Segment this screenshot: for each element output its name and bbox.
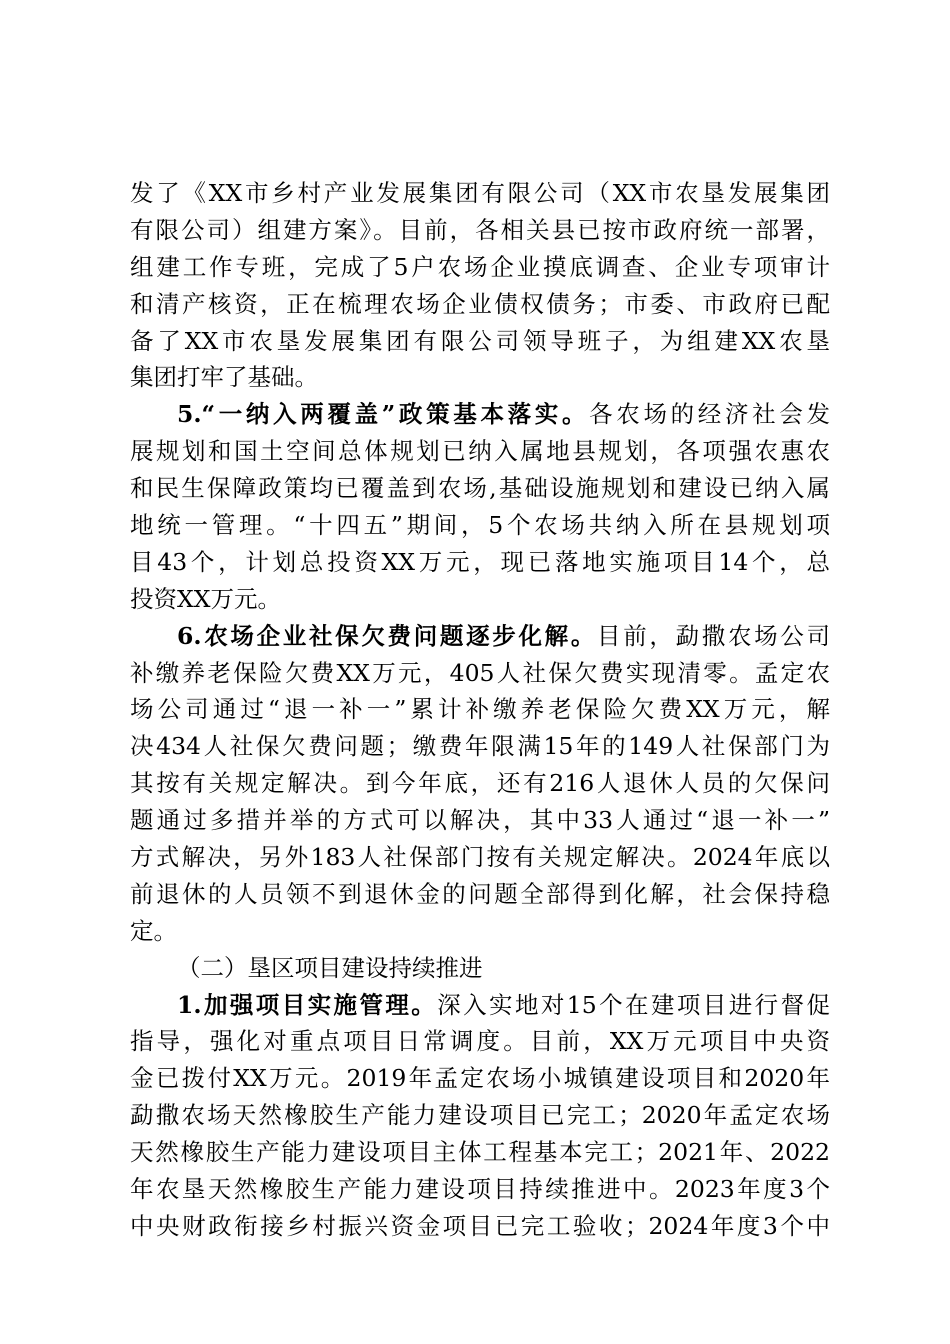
text-line: [130, 396, 830, 433]
text-line: 和民生保障政策均已覆盖到农场,基础设施规划和建设已纳入属: [130, 474, 830, 503]
paragraph-6: [130, 618, 830, 950]
paragraph-text: 深入实地对15个在建项目进行督促: [437, 990, 830, 1019]
text-line: 发了《XX市乡村产业发展集团有限公司（XX市农垦发展集团: [130, 179, 830, 207]
text-line: 金已拨付XX万元。2019年孟定农场小城镇建设项目和2020年: [130, 1064, 830, 1093]
text-line: 目43个，计划总投资XX万元，现已落地实施项目14个，总: [130, 547, 830, 576]
text-line: 题通过多措并举的方式可以解决，其中33人通过“退一补一”: [130, 806, 830, 835]
text-line: 勐撒农场天然橡胶生产能力建设项目已完工；2020年孟定农场: [130, 1101, 830, 1130]
paragraph-5: [130, 396, 830, 617]
section-heading-block: [130, 950, 830, 987]
paragraph-1: [130, 175, 830, 396]
text-line: 年农垦天然橡胶生产能力建设项目持续推进中。2023年度3个: [130, 1175, 830, 1204]
text-line: 投资XX万元。: [130, 584, 281, 613]
paragraph-project-management: [130, 987, 830, 1245]
document-page: [130, 175, 830, 1245]
text-line: 其按有关规定解决。到今年底，还有216人退休人员的欠保问: [130, 769, 830, 798]
text-line: 天然橡胶生产能力建设项目主体工程基本完工；2021年、2022: [130, 1138, 830, 1167]
text-line: 组建工作专班，完成了5户农场企业摸底调查、企业专项审计: [130, 252, 830, 281]
text-line: [130, 987, 830, 1024]
text-line: 场公司通过“退一补一”累计补缴养老保险欠费XX万元，解: [130, 695, 830, 724]
paragraph-text: 各农场的经济社会发: [589, 400, 830, 429]
text-line: 补缴养老保险欠费XX万元，405人社保欠费实现清零。孟定农: [130, 658, 830, 687]
section-heading: （二）垦区项目建设持续推进: [177, 953, 483, 982]
text-line: 决434人社保欠费问题；缴费年限满15年的149人社保部门为: [130, 732, 830, 761]
text-line: [130, 618, 830, 655]
text-line: 中央财政衔接乡村振兴资金项目已完工验收；2024年度3个中: [130, 1211, 830, 1240]
text-line: 展规划和国土空间总体规划已纳入属地县规划，各项强农惠农: [130, 437, 830, 466]
text-line: 有限公司）组建方案》。目前，各相关县已按市政府统一部署，: [130, 215, 830, 244]
text-line: 和清产核资，正在梳理农场企业债权债务；市委、市政府已配: [130, 289, 830, 318]
text-line: 方式解决，另外183人社保部门按有关规定解决。2024年底以: [130, 843, 830, 872]
paragraph-text: 目前，勐撒农场公司: [597, 621, 830, 650]
text-line: 定。: [130, 916, 177, 945]
text-line: 前退休的人员领不到退休金的问题全部得到化解，社会保持稳: [130, 879, 830, 908]
text-line: 指导，强化对重点项目日常调度。目前，XX万元项目中央资: [130, 1027, 830, 1056]
text-line: 集团打牢了基础。: [130, 363, 318, 392]
paragraph-heading: 6.农场企业社保欠费问题逐步化解。: [177, 621, 598, 650]
paragraph-heading: 1.加强项目实施管理。: [177, 990, 438, 1019]
text-line: 地统一管理。“十四五”期间，5个农场共纳入所在县规划项: [130, 511, 830, 540]
paragraph-heading: 5.“一纳入两覆盖”政策基本落实。: [177, 400, 590, 429]
text-line: 备了XX市农垦发展集团有限公司领导班子，为组建XX农垦: [130, 326, 830, 355]
